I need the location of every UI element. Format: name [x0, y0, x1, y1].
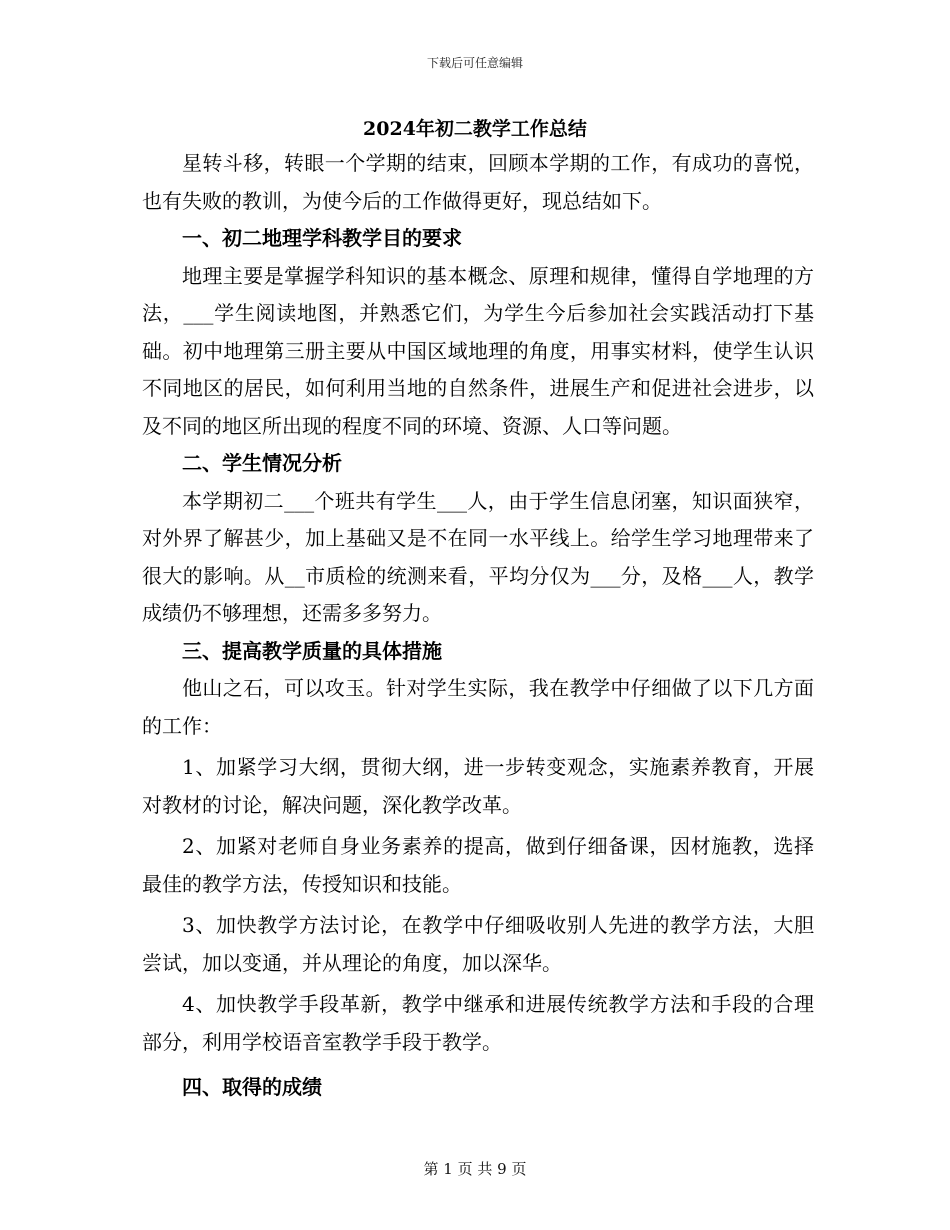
intro-paragraph: 星转斗移，转眼一个学期的结束，回顾本学期的工作，有成功的喜悦，也有失败的教训，为使今后的工作做得更好，现总结如下。	[142, 151, 814, 213]
section-1-paragraph-1: 地理主要是掌握学科知识的基本概念、原理和规律，懂得自学地理的方法，___学生阅读地图，并熟悉它们，为学生今后参加社会实践活动打下基础。初中地理第三册主要从中国区域地理的角度，用事实材料，使学生认识不同地区的居民，如何利用当地的自然条件，进展生产和促进社会进步，以及不同的地区所出现的程度不同的环境、资源、人口等问题。	[142, 263, 814, 438]
section-3-list-item-2: 2、加紧对老师自身业务素养的提高，做到仔细备课，因材施教，选择最佳的教学方法，传授知识和技能。	[142, 834, 814, 896]
section-3-list-item-3: 3、加快教学方法讨论，在教学中仔细吸收别人先进的教学方法，大胆尝试，加以变通，并从理论的角度，加以深华。	[142, 913, 814, 975]
section-3-list-item-4: 4、加快教学手段革新，教学中继承和进展传统教学方法和手段的合理部分，利用学校语音室教学手段于教学。	[142, 992, 814, 1054]
section-heading-3: 三、提高教学质量的具体措施	[182, 638, 442, 663]
section-2-paragraph-1: 本学期初二___个班共有学生___人，由于学生信息闭塞，知识面狭窄，对外界了解甚少，加上基础又是不在同一水平线上。给学生学习地理带来了很大的影响。从__市质检的统测来看，平均分仅为___分，及格___人，教学成绩仍不够理想，还需多多努力。	[142, 488, 814, 625]
page-number-footer: 第 1 页 共 9 页	[423, 1160, 527, 1178]
document-body	[142, 145, 814, 1107]
section-heading-2: 二、学生情况分析	[182, 451, 342, 475]
section-3-paragraph-1: 他山之石，可以攻玉。针对学生实际，我在教学中仔细做了以下几方面的工作：	[142, 676, 814, 738]
section-heading-4: 四、取得的成绩	[182, 1075, 322, 1099]
document-title: 2024年初二教学工作总结	[363, 118, 587, 140]
section-3-list-item-1: 1、加紧学习大纲，贯彻大纲，进一步转变观念，实施素养教育，开展对教材的讨论，解决问题，深化教学改革。	[142, 755, 814, 817]
section-heading-1: 一、初二地理学科教学目的要求	[182, 226, 462, 250]
page-header-note: 下载后可任意编辑	[426, 56, 523, 70]
